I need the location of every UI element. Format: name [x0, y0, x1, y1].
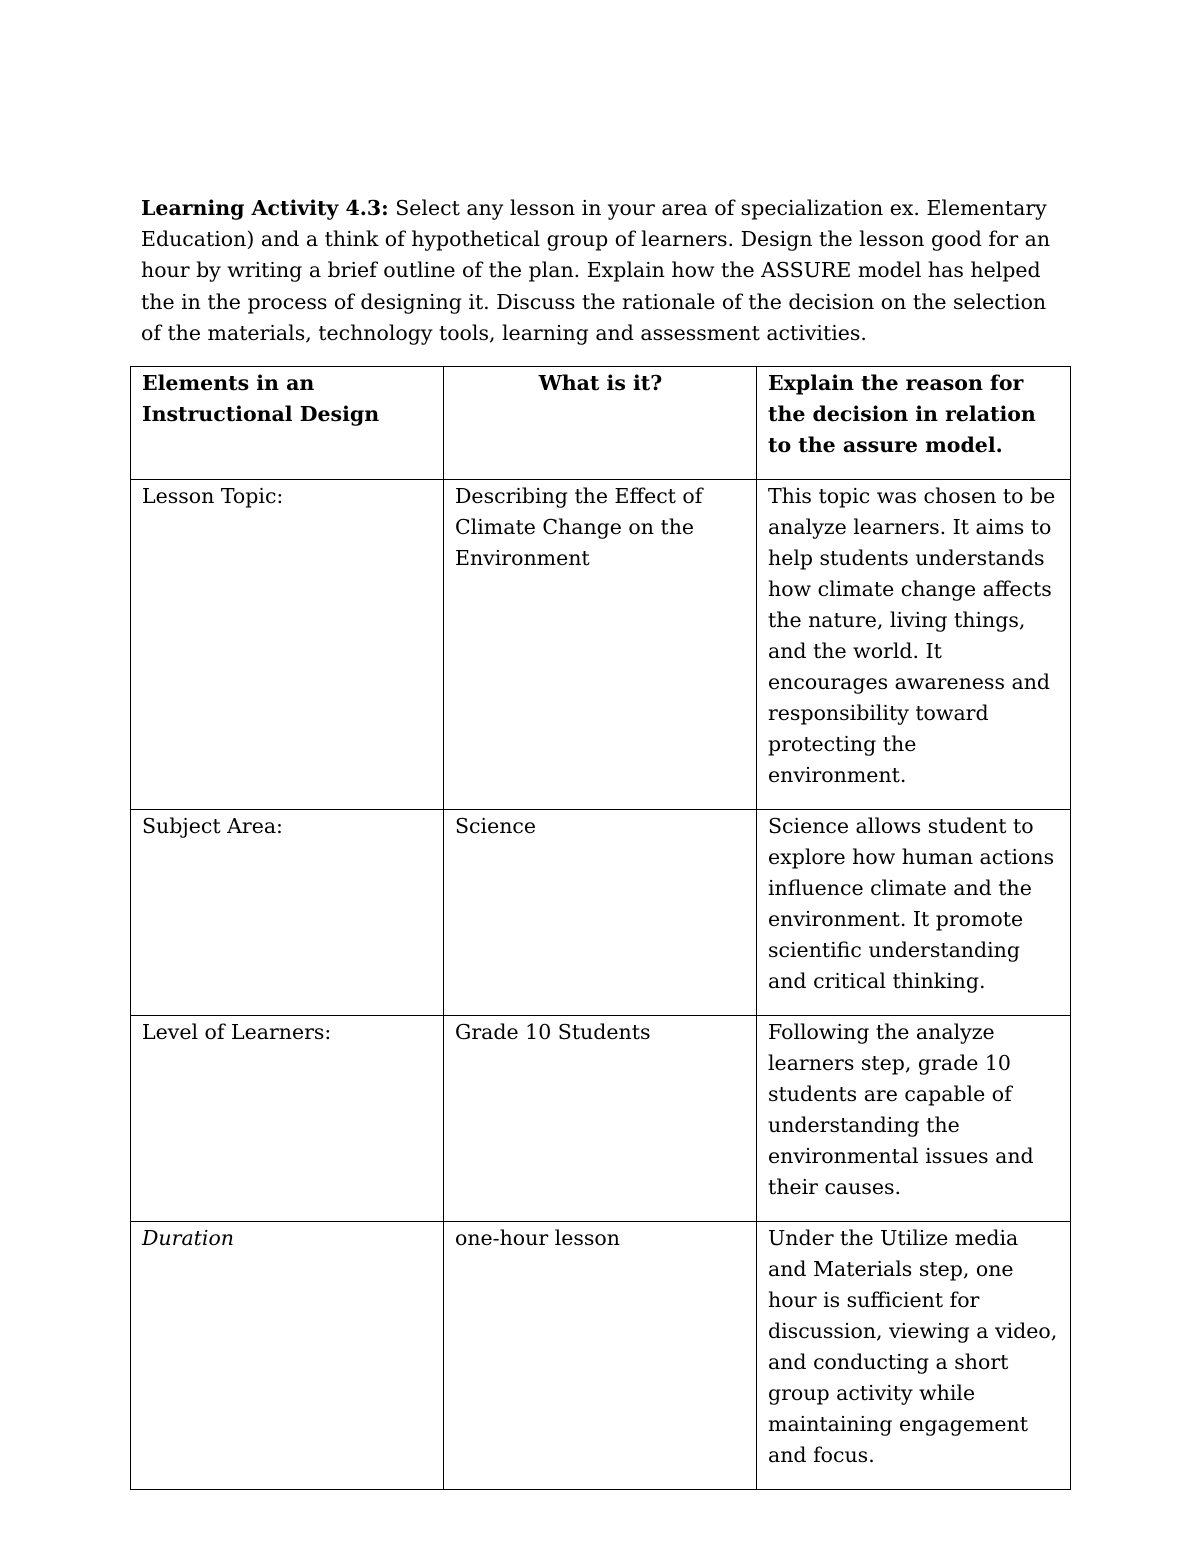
table-row-level-of-learners	[131, 1016, 1071, 1222]
cell-what: Grade 10 Students	[444, 1016, 757, 1222]
header-what-is-it: What is it?	[444, 367, 757, 480]
cell-reason: Under the Utilize media and Materials step, one hour is sufficient for discussion, viewing a video, and conducting a short group activity while maintaining engagement and focus.	[757, 1222, 1071, 1490]
header-elements: Elements in an Instructional Design	[131, 367, 444, 480]
table-row-lesson-topic	[131, 480, 1071, 810]
cell-element: Duration	[131, 1222, 444, 1490]
cell-element: Lesson Topic:	[131, 480, 444, 810]
table-row-subject-area	[131, 810, 1071, 1016]
header-reason: Explain the reason for the decision in relation to the assure model.	[757, 367, 1071, 480]
activity-instructions	[141, 193, 1066, 349]
cell-what: Science	[444, 810, 757, 1016]
cell-reason: Following the analyze learners step, grade 10 students are capable of understanding the environmental issues and their causes.	[757, 1016, 1071, 1222]
cell-element: Level of Learners:	[131, 1016, 444, 1222]
cell-element: Subject Area:	[131, 810, 444, 1016]
cell-what: one-hour lesson	[444, 1222, 757, 1490]
table-row-duration	[131, 1222, 1071, 1490]
cell-what: Describing the Effect of Climate Change on the Environment	[444, 480, 757, 810]
activity-title: Learning Activity 4.3:	[141, 196, 389, 220]
activity-description: Select any lesson in your area of specialization ex. Elementary Education) and a think of hypothetical group of learners. Design the lesson good for an hour by writing a brief outline of the plan. Explain how the ASSURE model has helped the in the process of designing it. Discuss the rationale of the decision on the selection of the materials, technology tools, learning and assessment activities.	[141, 196, 1051, 345]
table-header-row	[131, 367, 1071, 480]
cell-reason: Science allows student to explore how human actions influence climate and the environment. It promote scientific understanding and critical thinking.	[757, 810, 1071, 1016]
instructional-design-table	[130, 366, 1071, 1490]
cell-reason: This topic was chosen to be analyze learners. It aims to help students understands how climate change affects the nature, living things, and the world. It encourages awareness and responsibility toward protecting the environment.	[757, 480, 1071, 810]
